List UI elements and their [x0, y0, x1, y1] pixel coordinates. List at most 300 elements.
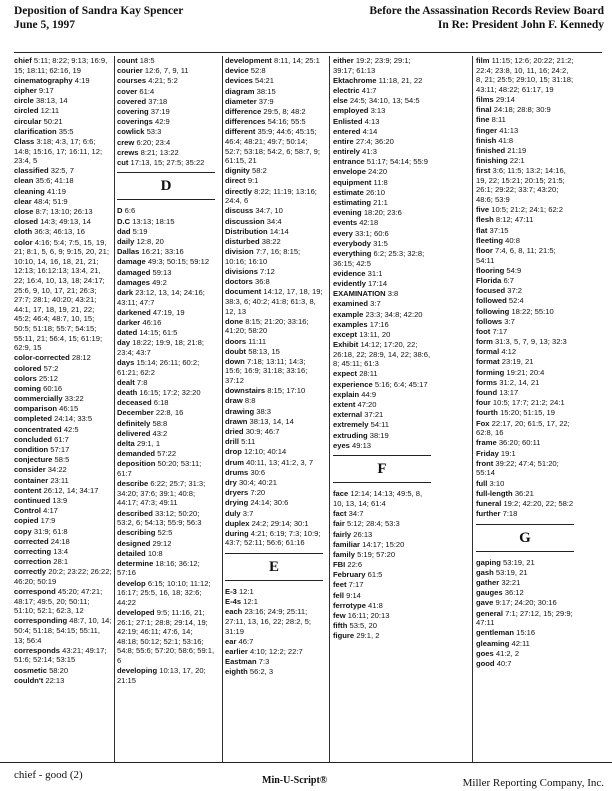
- index-entry: [333, 509, 431, 519]
- page-line-references: 31:9; 61:8: [33, 526, 68, 536]
- page-line-references: 26:10: [365, 187, 385, 197]
- index-entry: [14, 217, 112, 227]
- index-term: fell: [333, 590, 344, 600]
- page-line-references: 42:11: [511, 638, 530, 648]
- index-entry: [117, 227, 215, 237]
- page-line-references: 12:11: [40, 106, 60, 116]
- index-term: copy: [14, 526, 32, 536]
- index-term: deposition: [117, 459, 156, 469]
- index-entry: [225, 607, 323, 636]
- index-entry: [333, 519, 431, 529]
- page-line-references: 8:8: [244, 396, 256, 406]
- index-term: downstairs: [225, 386, 266, 396]
- index-entry: [225, 187, 323, 206]
- index-term: designed: [117, 538, 151, 548]
- index-term: comparison: [14, 404, 58, 414]
- index-entry: [476, 276, 574, 286]
- page-line-references: 40:7: [496, 658, 512, 668]
- index-term: consider: [14, 465, 46, 475]
- index-term: describe: [117, 479, 149, 489]
- page-line-references: 40:11, 13; 41:2, 3, 7: [246, 457, 314, 467]
- index-entry: [14, 486, 112, 496]
- index-term: funeral: [476, 498, 502, 508]
- page-line-references: 29:1, 1: [136, 439, 161, 448]
- index-column-4: [333, 56, 431, 642]
- index-entry: [14, 364, 112, 374]
- index-term: colored: [14, 363, 42, 373]
- index-term: damage: [117, 257, 146, 267]
- index-term: drill: [225, 437, 239, 447]
- index-entry: [117, 158, 215, 168]
- page-line-references: 48:7, 10, 14; 50:4; 51:18; 54:15; 55:11, 13; 56:4: [14, 616, 112, 645]
- index-term: December: [117, 408, 154, 418]
- index-term: corresponds: [14, 645, 60, 655]
- page-line-references: 49:2: [152, 277, 167, 287]
- index-entry: [333, 310, 431, 320]
- index-entry: [333, 279, 431, 289]
- index-entry: [225, 386, 323, 396]
- index-term: correction: [14, 557, 52, 567]
- index-term: example: [333, 309, 364, 319]
- page-line-references: 9:1: [247, 176, 259, 186]
- page-line-references: 10:8: [147, 548, 163, 558]
- index-entry: [225, 488, 323, 498]
- index-term: everything: [333, 248, 372, 258]
- index-term: employed: [333, 106, 369, 116]
- index-entry: [117, 318, 215, 328]
- index-entry: [333, 631, 431, 641]
- page-line-references: 3:18; 4:3, 17; 6:6; 14:8; 15:16, 17; 16:11, 12; 23:4, 5: [14, 136, 103, 166]
- page-line-references: 7:4, 6, 8, 11; 21:5; 54:11: [476, 246, 556, 265]
- page-line-references: 18:16; 36:12; 57:16: [117, 558, 200, 578]
- index-term: coverings: [117, 117, 153, 127]
- page-line-references: 11:11: [248, 336, 267, 346]
- page-line-references: 52:5: [157, 528, 173, 538]
- page-line-references: 34:22: [47, 465, 67, 475]
- index-entry: [14, 616, 112, 645]
- index-term: down: [225, 356, 245, 366]
- index-term: follows: [476, 316, 503, 326]
- page-line-references: 57:22: [157, 449, 177, 459]
- index-term: concluded: [14, 434, 52, 444]
- index-entry: [14, 567, 112, 586]
- page-line-references: 27:4; 36:20: [355, 136, 394, 146]
- index-term: darkened: [117, 307, 151, 317]
- page-line-references: 6:7: [503, 275, 515, 285]
- index-term: Distribution: [225, 226, 268, 236]
- index-entry: [14, 137, 112, 166]
- index-term: dignity: [225, 166, 250, 176]
- index-entry: [225, 437, 323, 447]
- column-divider: [472, 56, 473, 762]
- index-entry: [476, 628, 574, 638]
- page-line-references: 4:10; 12:2; 22:7: [249, 647, 303, 656]
- index-term: closed: [14, 217, 39, 227]
- index-entry: [117, 549, 215, 559]
- index-term: forms: [476, 377, 498, 387]
- page-line-references: 24:14; 33:5: [54, 414, 93, 424]
- page-line-references: 22:13: [45, 675, 65, 685]
- index-term: demanded: [117, 449, 155, 459]
- page-line-references: 7:17: [348, 580, 364, 590]
- page-line-references: 19:2; 23:9; 29:1; 39:17; 61:13: [333, 56, 411, 75]
- index-entry: [476, 449, 574, 459]
- page-line-references: 54:9: [506, 265, 522, 275]
- page-line-references: 38:19: [369, 430, 389, 440]
- index-entry: [333, 489, 431, 508]
- page-line-references: 25:12: [38, 373, 58, 383]
- index-entry: [476, 649, 574, 659]
- index-entry: [476, 639, 574, 649]
- index-entry: [476, 95, 574, 105]
- index-term: doctors: [225, 277, 253, 287]
- index-entry: [333, 410, 431, 420]
- index-entry: [333, 570, 431, 580]
- index-term: drum: [225, 457, 244, 467]
- page-line-references: 58:8: [152, 418, 168, 428]
- index-entry: [476, 105, 574, 115]
- index-term: fleeting: [476, 235, 504, 245]
- index-term: flat: [476, 225, 488, 235]
- index-entry: [117, 138, 215, 148]
- index-entry: [225, 107, 323, 117]
- index-entry: [117, 87, 215, 97]
- index-entry: [14, 117, 112, 127]
- index-entry: [333, 269, 431, 279]
- index-term: difference: [225, 106, 262, 116]
- index-entry: [476, 56, 574, 94]
- index-entry: [117, 449, 215, 459]
- index-term: Florida: [476, 275, 502, 285]
- index-term: clear: [14, 196, 32, 206]
- index-entry: [225, 87, 323, 97]
- index-entry: [333, 380, 431, 390]
- index-term: evening: [333, 208, 362, 218]
- index-entry: [225, 417, 323, 427]
- index-term: ear: [225, 636, 237, 646]
- index-term: forming: [476, 367, 505, 377]
- index-term: damages: [117, 277, 150, 287]
- index-term: developed: [117, 608, 155, 618]
- index-term: each: [225, 607, 243, 617]
- index-entry: [14, 96, 112, 106]
- index-term: coming: [14, 383, 42, 393]
- index-entry: [333, 400, 431, 410]
- index-term: close: [14, 207, 34, 217]
- section-letter: E: [225, 553, 323, 581]
- page-line-references: 53:19, 21: [495, 567, 528, 577]
- index-entry: [333, 431, 431, 441]
- page-line-references: 58:5: [54, 455, 70, 465]
- deposition-caption: [14, 4, 183, 32]
- index-entry: [117, 528, 215, 538]
- index-entry: [476, 609, 574, 628]
- index-entry: [333, 218, 431, 228]
- index-entry: [117, 509, 215, 528]
- index-entry: [225, 447, 323, 457]
- page-line-references: 8:21; 13:22: [140, 147, 179, 157]
- index-term: correcting: [14, 546, 52, 556]
- index-entry: [333, 530, 431, 540]
- index-term: corresponding: [14, 616, 68, 626]
- page-line-references: 10:5; 17:7; 21:2; 24:1: [492, 398, 565, 408]
- page-line-references: 49:3; 50:15; 59:12: [147, 257, 210, 267]
- index-entry: [117, 559, 215, 578]
- page-line-references: 41:8: [498, 135, 514, 145]
- page-line-references: 9:17: [38, 85, 54, 95]
- page-line-references: 37:18: [148, 96, 168, 106]
- page-line-references: 31:1: [367, 268, 383, 278]
- index-term: developing: [117, 666, 158, 676]
- index-term: described: [117, 508, 153, 518]
- index-entry: [225, 597, 323, 607]
- page-line-references: 24:20: [368, 167, 388, 177]
- index-term: Dallas: [117, 247, 140, 257]
- index-term: colors: [14, 373, 37, 383]
- page-line-references: 38:22: [261, 237, 281, 246]
- page-line-references: 4:16; 5:4; 7:5, 15, 19, 21; 8:1, 5, 6, 9; 9:15, 20, 21; 10:10, 14, 16, 18, 21, 21; 12:13; 16:12:13; 13:4, 21, 22; 16:4, 10, 13, 18; 24:17; 25:6, 9, 10, 17, 21; 26:3; 27:7; 28:1; 40:20; 43:21; 44:1, 17, 18, 19, 21, 22; 45:2; 46:4; 48:7, 10, 15; 50:5; 51:18; 55:7; 54:15; 55:11, 21; 56:4, 15; 61:19; 62:9, 15: [14, 237, 109, 353]
- page-line-references: 7:8: [136, 377, 148, 387]
- index-entry: [117, 358, 215, 377]
- page-line-references: 22:17, 20; 61:5, 17, 22; 62:8, 16: [476, 418, 570, 438]
- index-entry: [117, 278, 215, 288]
- index-entry: [476, 489, 574, 499]
- index-term: duly: [225, 508, 241, 518]
- index-entry: [14, 56, 112, 75]
- index-term: followed: [476, 296, 507, 306]
- page-line-references: 12:14; 14:13; 49:5, 8, 10, 13, 14; 61:4: [333, 489, 423, 508]
- page-line-references: 4:21; 6:19; 7:3; 10:9; 43:7; 52:11; 56:6; 61:16: [225, 528, 321, 548]
- index-term: finish: [476, 135, 497, 145]
- index-column-2: [117, 56, 215, 686]
- index-term: few: [333, 611, 346, 620]
- page-line-references: 7:18: [502, 509, 518, 519]
- index-term: Class: [14, 136, 35, 146]
- index-term: ferrotype: [333, 600, 366, 610]
- index-entry: [117, 539, 215, 549]
- index-entry: [476, 337, 574, 347]
- page-line-references: 23:12, 13, 14; 24:16; 43:11; 47:7: [117, 287, 205, 307]
- index-term: format: [476, 357, 500, 367]
- page-line-references: 45:20; 47:21; 48:17; 49:5, 20; 50:11; 51:10; 52:1; 62:3, 12: [14, 587, 103, 616]
- index-entry: [333, 147, 431, 157]
- index-entry: [14, 476, 112, 486]
- index-term: form: [476, 337, 493, 347]
- index-term: cut: [117, 157, 129, 167]
- index-term: content: [14, 485, 42, 495]
- index-term: during: [225, 528, 249, 538]
- index-term: correctly: [14, 567, 47, 577]
- index-entry: [117, 107, 215, 117]
- index-entry: [14, 238, 112, 353]
- index-term: familiar: [333, 539, 361, 549]
- page-line-references: 53:19, 21: [503, 557, 535, 567]
- index-term: diagram: [225, 86, 255, 96]
- page-line-references: 51:17; 54:14; 55:9: [366, 157, 429, 167]
- index-entry: [117, 419, 215, 429]
- index-term: cover: [117, 86, 138, 96]
- page-line-references: 29:1, 2: [356, 631, 380, 641]
- index-term: describing: [117, 528, 156, 538]
- page-line-references: 6:6: [124, 206, 136, 216]
- index-term: finished: [476, 145, 506, 155]
- page-line-references: 36:20; 60:11: [498, 438, 541, 448]
- index-term: extent: [333, 400, 356, 409]
- index-entry: [225, 519, 323, 529]
- index-term: directly: [225, 186, 253, 196]
- index-entry: [117, 76, 215, 86]
- page-line-references: 17:9: [40, 516, 56, 526]
- index-term: division: [225, 247, 254, 257]
- index-term: damaged: [117, 267, 151, 277]
- index-entry: [476, 236, 574, 246]
- page-line-references: 42:18: [359, 218, 379, 228]
- page-line-references: 18:20; 23:6: [363, 208, 402, 218]
- page-line-references: 54:21: [255, 76, 275, 86]
- deponent-title: Deposition of Sandra Kay Spencer: [14, 5, 184, 17]
- page-line-references: 46:15: [59, 404, 79, 414]
- index-term: E-3: [225, 587, 237, 597]
- page-line-references: 42:5: [63, 424, 79, 434]
- page-line-references: 46:7: [238, 636, 254, 646]
- page-line-references: 59:13: [152, 267, 172, 277]
- page-line-references: 20:2; 23:22; 26:22; 46:20; 50:19: [14, 567, 112, 586]
- page-line-references: 7:20: [250, 488, 266, 498]
- page-line-references: 50:20; 53:11; 61:7: [117, 459, 202, 478]
- index-term: continued: [14, 495, 51, 505]
- page-line-references: 3:7: [504, 316, 515, 326]
- index-term: diameter: [225, 96, 257, 106]
- index-term: Control: [14, 506, 41, 516]
- index-entry: [225, 267, 323, 277]
- page-line-references: 36:21: [514, 488, 534, 498]
- index-term: Eastman: [225, 657, 257, 667]
- page-line-references: 61:5: [367, 570, 383, 580]
- page-line-references: 11:8: [373, 177, 388, 187]
- page-line-references: 15:16: [516, 628, 536, 638]
- index-entry: [476, 368, 574, 378]
- index-term: Enlisted: [333, 116, 363, 126]
- page-line-references: 22:8, 16: [155, 408, 184, 418]
- page-line-references: 5:16; 6:4; 45:17: [374, 379, 428, 389]
- page-line-references: 37:2: [507, 286, 523, 296]
- index-term: days: [117, 358, 135, 368]
- index-entry: [476, 296, 574, 306]
- index-entry: [476, 378, 574, 388]
- page-line-references: 48:4; 51:9: [33, 196, 68, 206]
- page-line-references: 21:1: [373, 198, 388, 208]
- index-term: drawn: [225, 416, 248, 426]
- index-term: entire: [333, 136, 354, 146]
- page-line-references: 30:4; 40:21: [238, 477, 277, 487]
- index-term: frame: [476, 438, 497, 448]
- index-entry: [14, 537, 112, 547]
- index-entry: [225, 176, 323, 186]
- page-line-references: 37:19: [150, 106, 170, 116]
- index-term: final: [476, 105, 492, 115]
- page-line-references: 26:13: [353, 529, 373, 539]
- index-term: disturbed: [225, 237, 260, 246]
- page-line-references: 16:15; 17:2; 32:20: [139, 388, 201, 398]
- page-line-references: 41:2, 2: [495, 648, 520, 658]
- index-entry: [333, 167, 431, 177]
- index-column-1: [14, 56, 112, 686]
- page-line-references: 6:20; 23:4: [136, 137, 171, 147]
- index-term: daily: [117, 237, 135, 247]
- index-entry: [333, 157, 431, 167]
- page-line-references: 58:20: [49, 665, 69, 675]
- page-line-references: 26:12, 14; 34:17: [43, 485, 99, 495]
- index-term: face: [333, 489, 349, 499]
- index-entry: [225, 217, 323, 227]
- index-term: drying: [225, 498, 249, 508]
- index-term: following: [476, 306, 510, 316]
- page-line-references: 58:13, 15: [248, 346, 280, 356]
- page-line-references: 8:15; 17:10: [267, 386, 306, 396]
- index-term: completed: [14, 414, 52, 424]
- page-line-references: 8:11: [491, 115, 506, 125]
- page-line-references: 3:7: [242, 508, 254, 518]
- page-line-references: 17:13, 15; 27:5; 35:22: [130, 157, 205, 167]
- index-term: four: [476, 398, 491, 408]
- page-line-references: 52:4: [508, 296, 524, 306]
- index-entry: [225, 478, 323, 488]
- index-entry: [14, 227, 112, 237]
- index-term: fair: [333, 519, 345, 529]
- index-entry: [14, 166, 112, 176]
- index-entry: [117, 328, 215, 338]
- index-entry: [117, 378, 215, 388]
- index-term: dealt: [117, 377, 135, 387]
- index-term: formal: [476, 347, 500, 357]
- index-entry: [117, 579, 215, 608]
- index-entry: [117, 288, 215, 307]
- index-term: extremely: [333, 420, 369, 430]
- page-line-references: 46:16: [142, 317, 162, 327]
- index-term: count: [117, 56, 138, 65]
- page-range: chief - good (2): [14, 769, 83, 781]
- page-footer: [0, 762, 612, 791]
- index-term: development: [225, 56, 272, 65]
- page-line-references: 22:1: [509, 156, 525, 166]
- index-column-3: [225, 56, 323, 678]
- page-line-references: 30:9; 46:7: [245, 427, 280, 436]
- index-entry: [117, 408, 215, 418]
- index-term: copied: [14, 516, 39, 526]
- index-entry: [117, 247, 215, 257]
- index-term: doors: [225, 336, 247, 346]
- index-term: devices: [225, 76, 253, 86]
- index-entry: [476, 205, 574, 215]
- index-entry: [225, 407, 323, 417]
- index-term: entered: [333, 126, 361, 136]
- index-term: except: [333, 329, 358, 339]
- index-term: clean: [14, 176, 34, 186]
- index-term: found: [476, 388, 498, 398]
- index-entry: [117, 117, 215, 127]
- page-line-references: 19:1: [500, 448, 516, 458]
- page-line-references: 4:21; 5:2: [148, 76, 178, 86]
- index-entry: [476, 136, 574, 146]
- section-letter: F: [333, 455, 431, 483]
- page-line-references: 61:7: [54, 434, 69, 444]
- index-entry: [117, 206, 215, 216]
- index-entry: [225, 637, 323, 647]
- index-term: couldn't: [14, 675, 44, 685]
- page-line-references: 18:22; 55:10: [511, 306, 554, 316]
- index-term: discussion: [225, 216, 265, 226]
- page-line-references: 5:12; 28:4; 53:3: [346, 519, 400, 529]
